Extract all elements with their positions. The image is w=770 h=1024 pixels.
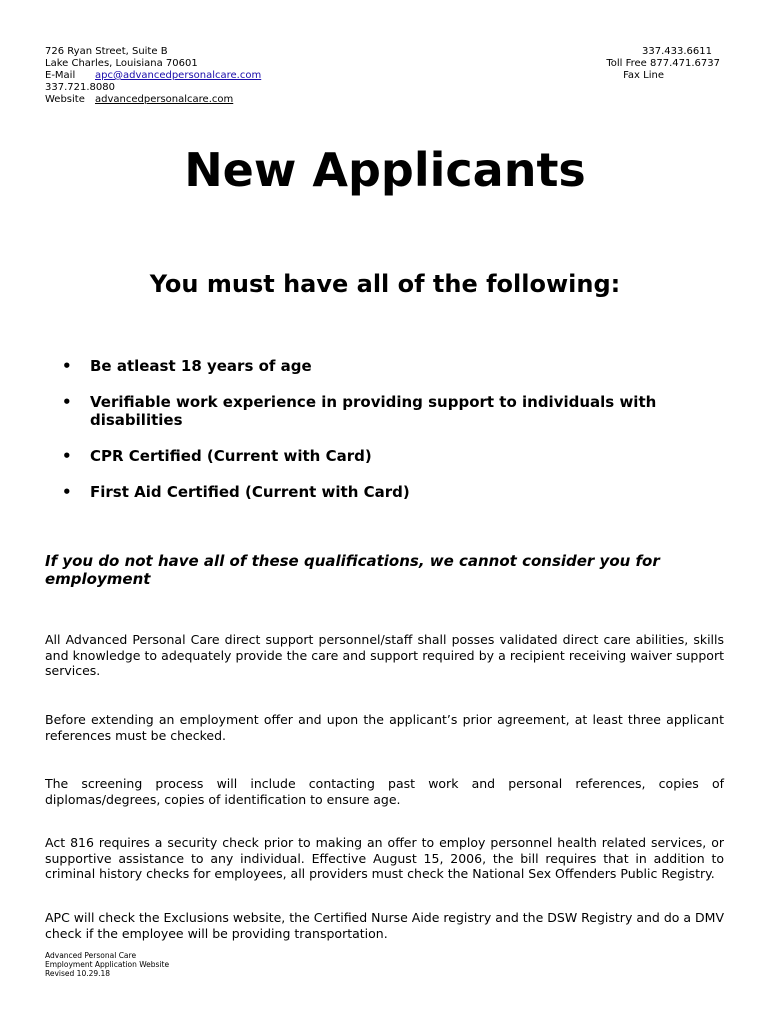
bullet-icon: •: [62, 393, 72, 411]
footer-line-3: Revised 10.29.18: [45, 969, 111, 978]
paragraph-registry-checks: APC will check the Exclusions website, the Certified Nurse Aide registry and the DSW Registry and do a DMV check if the employee will be providing transportation.: [45, 910, 724, 941]
website-label: Website: [45, 94, 85, 105]
website-link[interactable]: advancedpersonalcare.com: [95, 94, 234, 105]
page-subtitle: You must have all of the following:: [149, 270, 621, 298]
list-item: [62, 393, 702, 429]
requirement-text: Be atleast 18 years of age: [90, 357, 312, 375]
paragraph-act-816: Act 816 requires a security check prior to making an offer to employ personnel health related services, or supportive assistance to any individual. Effective August 15, 2006, the bill requires that in addition to criminal history checks for employees, all providers must check the National Sex Offenders Public Registry.: [45, 835, 724, 881]
requirement-text: First Aid Certified (Current with Card): [90, 483, 410, 501]
requirement-text: CPR Certified (Current with Card): [90, 447, 372, 465]
address-line-1: 726 Ryan Street, Suite B: [45, 46, 168, 57]
address-line-2: Lake Charles, Louisiana 70601: [45, 58, 198, 69]
requirements-list: [62, 357, 702, 519]
paragraph-staff-abilities: All Advanced Personal Care direct support personnel/staff shall posses validated direct care abilities, skills and knowledge to adequately provide the care and support required by a recipient receiving waiver support services.: [45, 632, 724, 678]
list-item: [62, 447, 702, 465]
paragraph-screening: The screening process will include contacting past work and personal references, copies of diplomas/degrees, copies of identification to ensure age.: [45, 776, 724, 807]
paragraph-references: Before extending an employment offer and upon the applicant’s prior agreement, at least three applicant references must be checked.: [45, 712, 724, 743]
phone-block: [560, 46, 720, 82]
page-title: New Applicants: [184, 143, 586, 197]
footer-line-2: Employment Application Website: [45, 960, 170, 969]
bullet-icon: •: [62, 447, 72, 465]
phone-left: 337.721.8080: [45, 82, 115, 93]
bullet-icon: •: [62, 483, 72, 501]
footer-line-1: Advanced Personal Care: [45, 951, 137, 960]
email-label: E-Mail: [45, 70, 76, 81]
toll-free-number: Toll Free 877.471.6737: [606, 58, 720, 69]
list-item: [62, 483, 702, 501]
phone-main: 337.433.6611: [642, 46, 712, 57]
website-row: [45, 94, 261, 106]
footer-block: [45, 951, 169, 978]
requirement-text: Verifiable work experience in providing support to individuals with disabilities: [90, 393, 657, 429]
address-block: [45, 46, 261, 106]
bullet-icon: •: [62, 357, 72, 375]
email-link[interactable]: apc@advancedpersonalcare.com: [95, 70, 262, 81]
fax-line-label: Fax Line: [623, 70, 664, 81]
email-row: [45, 70, 261, 82]
qualification-warning: If you do not have all of these qualifications, we cannot consider you for employment: [45, 552, 660, 588]
list-item: [62, 357, 702, 375]
